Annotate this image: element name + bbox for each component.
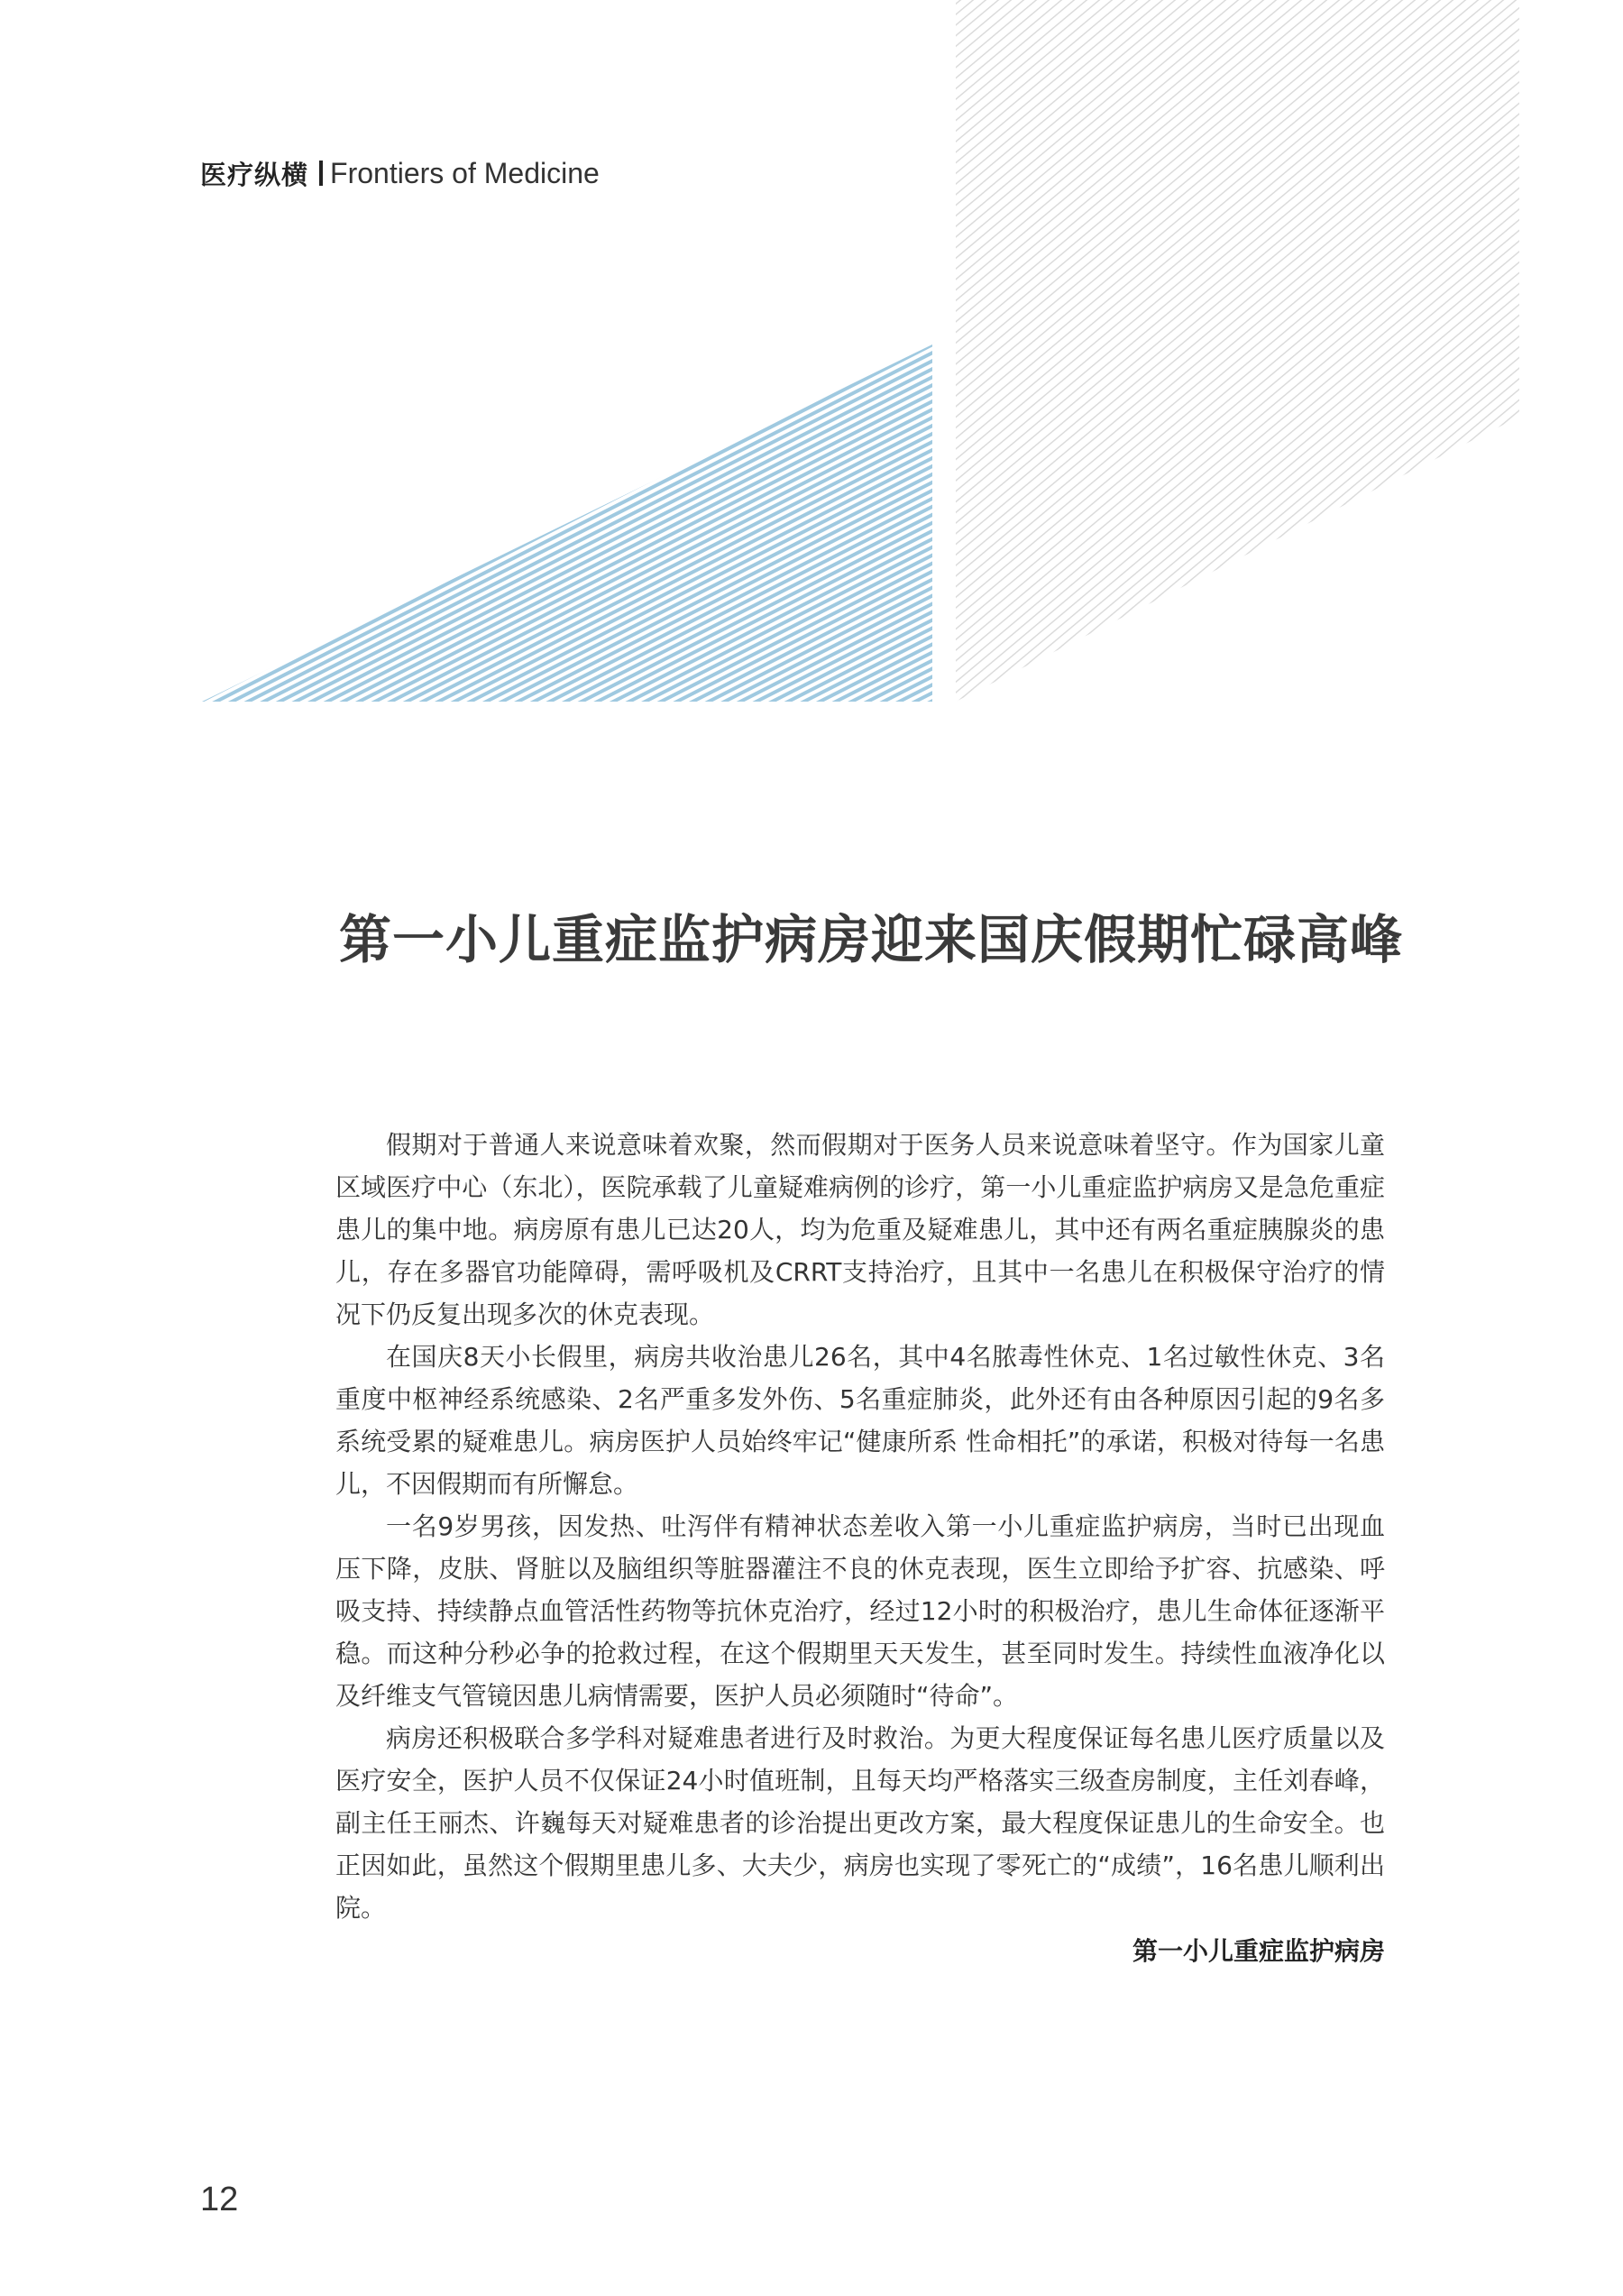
striped-triangle — [202, 344, 932, 702]
article-title: 第一小儿重症监护病房迎来国庆假期忙碌高峰 — [339, 909, 1404, 970]
paragraph: 病房还积极联合多学科对疑难患者进行及时救治。为更大程度保证每名患儿医疗质量以及医疗安全，医护人员不仅保证24小时值班制，且每天均严格落实三级查房制度，主任刘春峰，副主任王丽杰、许巍每天对疑难患者的诊治提出更改方案，最大程度保证患儿的生命安全。也正因如此，虽然这个假期里患儿多、大夫少，病房也实现了零死亡的“成绩”，16名患儿顺利出院。 — [335, 1723, 1385, 1923]
hatched-panel — [956, 0, 1519, 702]
paragraph: 假期对于普通人来说意味着欢聚，然而假期对于医务人员来说意味着坚守。作为国家儿童区域医疗中心（东北），医院承载了儿童疑难病例的诊疗，第一小儿重症监护病房又是急危重症患儿的集中地。病房原有患儿已达20人，均为危重及疑难患儿，其中还有两名重症胰腺炎的患儿，存在多器官功能障碍，需呼吸机及CRRT支持治疗，且其中一名患儿在积极保守治疗的情况下仍反复出现多次的休克表现。 — [335, 1130, 1385, 1329]
section-title-en: Frontiers of Medicine — [330, 156, 600, 189]
paragraph: 一名9岁男孩，因发热、吐泻伴有精神状态差收入第一小儿重症监护病房，当时已出现血压下降，皮肤、肾脏以及脑组织等脏器灌注不良的休克表现，医生立即给予扩容、抗感染、呼吸支持、持续静点血管活性药物等抗休克治疗，经过12小时的积极治疗，患儿生命体征逐渐平稳。而这种分秒必争的抢救过程，在这个假期里天天发生，甚至同时发生。持续性血液净化以及纤维支气管镜因患儿病情需要，医护人员必须随时“待命”。 — [335, 1511, 1385, 1711]
article-signature: 第一小儿重症监护病房 — [1132, 1936, 1385, 1966]
section-title-cn: 医疗纵横 — [200, 159, 309, 190]
article-body — [335, 1124, 1385, 1929]
decorative-graphic — [0, 0, 1623, 721]
page-number: 12 — [200, 2181, 239, 2218]
paragraph: 在国庆8天小长假里，病房共收治患儿26名，其中4名脓毒性休克、1名过敏性休克、3名重度中枢神经系统感染、2名严重多发外伤、5名重症肺炎，此外还有由各种原因引起的9名多系统受累的疑难患儿。病房医护人员始终牢记“健康所系 性命相托”的承诺，积极对待每一名患儿，不因假期而有所懈怠。 — [335, 1342, 1385, 1499]
